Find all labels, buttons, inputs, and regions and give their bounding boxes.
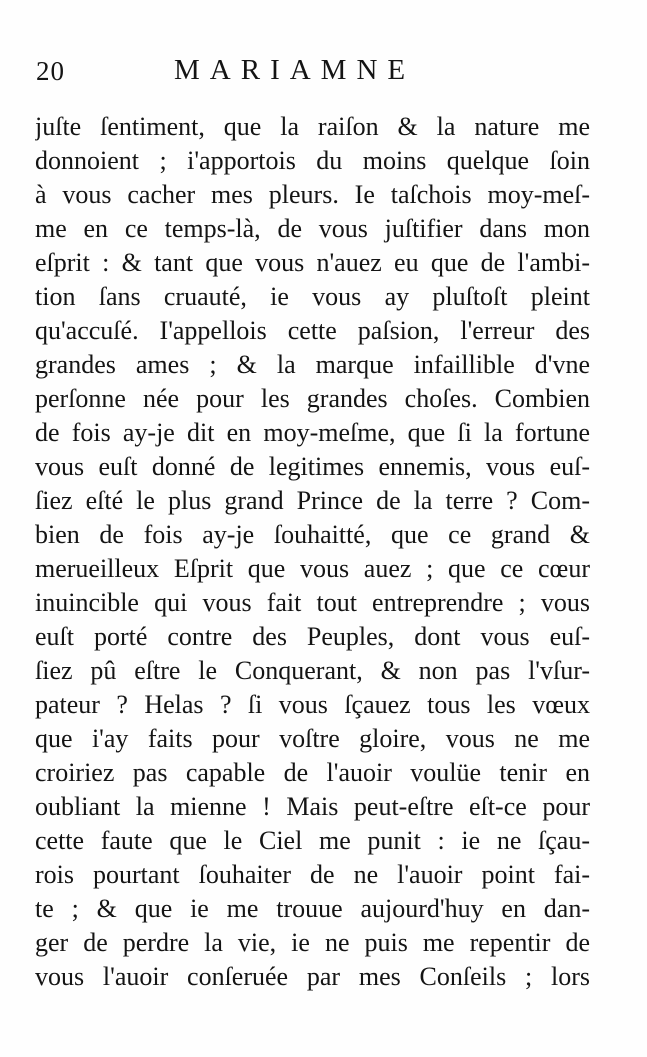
text-line: merueilleux Eſprit que vous auez ; que ce cœur	[35, 554, 590, 583]
text-line: vous euſt donné de legitimes ennemis, vous euſ-	[35, 452, 590, 481]
text-line: ger de perdre la vie, ie ne puis me repentir de	[35, 928, 590, 957]
text-line: grandes ames ; & la marque infaillible d'vne	[35, 350, 590, 379]
text-line: juſte ſentiment, que la raiſon & la nature me	[35, 112, 590, 141]
text-line: oubliant la mienne ! Mais peut-eſtre eſt-ce pour	[35, 792, 590, 821]
page-header	[36, 54, 596, 94]
page-number: 20	[36, 56, 65, 86]
text-line: te ; & que ie me trouue aujourd'huy en dan-	[35, 894, 590, 923]
text-line: que i'ay faits pour voſtre gloire, vous ne me	[35, 724, 590, 753]
text-line: à vous cacher mes pleurs. Ie taſchois moy-meſ-	[35, 180, 590, 209]
text-line: ſiez pû eſtre le Conquerant, & non pas l'vſur-	[35, 656, 590, 685]
text-line: rois pourtant ſouhaiter de ne l'auoir point fai-	[35, 860, 590, 889]
text-line: vous l'auoir conſeruée par mes Conſeils ; lors	[35, 962, 590, 991]
text-line: tion ſans cruauté, ie vous ay pluſtoſt pleint	[35, 282, 590, 311]
text-line: me en ce temps-là, de vous juſtifier dans mon	[35, 214, 590, 243]
text-line: inuincible qui vous fait tout entreprendre ; vous	[35, 588, 590, 617]
text-line: bien de fois ay-je ſouhaitté, que ce grand &	[35, 520, 590, 549]
text-line: de fois ay-je dit en moy-meſme, que ſi la fortune	[35, 418, 590, 447]
text-line: cette faute que le Ciel me punit : ie ne ſçau-	[35, 826, 590, 855]
running-title: MARIAMNE	[174, 54, 416, 86]
text-line: qu'accuſé. I'appellois cette paſsion, l'erreur des	[35, 316, 590, 345]
text-line: croiriez pas capable de l'auoir voulüe tenir en	[35, 758, 590, 787]
text-line: pateur ? Helas ? ſi vous ſçauez tous les vœux	[35, 690, 590, 719]
body-text	[35, 110, 590, 994]
text-line: ſiez eſté le plus grand Prince de la terre ? Com-	[35, 486, 590, 515]
text-line: donnoient ; i'apportois du moins quelque ſoin	[35, 146, 590, 175]
text-line: eſprit : & tant que vous n'auez eu que de l'ambi-	[35, 248, 590, 277]
text-line: euſt porté contre des Peuples, dont vous euſ-	[35, 622, 590, 651]
text-line: perſonne née pour les grandes choſes. Combien	[35, 384, 590, 413]
